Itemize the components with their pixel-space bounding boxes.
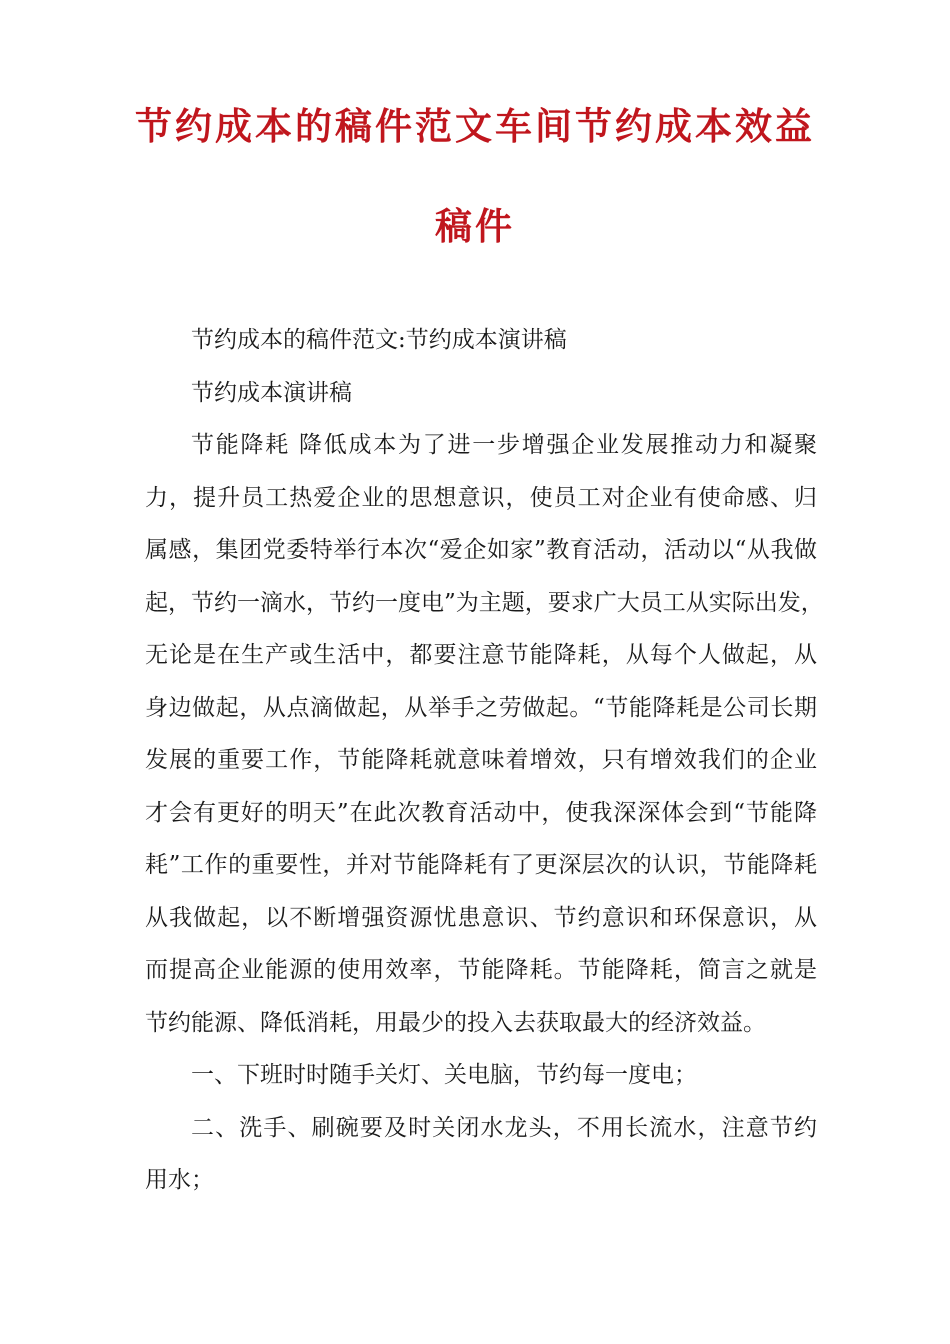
document-body	[145, 314, 824, 1207]
paragraph-line: 耗”工作的重要性，并对节能降耗有了更深层次的认识，节能降耗	[145, 852, 817, 878]
paragraph-line: 从我做起，以不断增强资源忧患意识、节约意识和环保意识，从	[145, 904, 817, 931]
paragraph-line: 才会有更好的明天”在此次教育活动中，使我深深体会到“节能降	[145, 799, 817, 826]
paragraph-line: 二、洗手、刷碗要及时关闭水龙头，不用长流水，注意节约	[191, 1114, 817, 1141]
paragraph-line: 节约能源、降低消耗，用最少的投入去获取最大的经济效益。	[145, 1009, 766, 1036]
list-item-two	[145, 1102, 817, 1207]
paragraph-subtitle: 节约成本的稿件范文:节约成本演讲稿	[191, 327, 567, 353]
paragraph-line: 力，提升员工热爱企业的思想意识，使员工对企业有使命感、归	[145, 484, 817, 511]
document-title-line-1: 节约成本的稿件范文车间节约成本效益	[135, 104, 815, 148]
document-title-line-2: 稿件	[435, 204, 515, 248]
paragraph-main	[145, 419, 824, 1049]
paragraph-speech-heading: 节约成本演讲稿	[191, 379, 352, 406]
paragraph-line: 身边做起，从点滴做起，从举手之劳做起。“节能降耗是公司长期	[145, 694, 817, 721]
paragraph-line: 发展的重要工作，节能降耗就意味着增效，只有增效我们的企业	[145, 747, 817, 773]
paragraph-line: 属感，集团党委特举行本次“爱企如家”教育活动，活动以“从我做	[145, 537, 817, 563]
list-item-one: 一、下班时时随手关灯、关电脑，节约每一度电；	[191, 1062, 697, 1088]
paragraph-line: 而提高企业能源的使用效率，节能降耗。节能降耗，简言之就是	[145, 957, 817, 983]
paragraph-line: 无论是在生产或生活中，都要注意节能降耗，从每个人做起，从	[145, 642, 817, 668]
paragraph-line: 节能降耗 降低成本为了进一步增强企业发展推动力和凝聚	[191, 432, 817, 458]
paragraph-line: 用水；	[145, 1167, 214, 1193]
paragraph-line: 起，节约一滴水，节约一度电”为主题，要求广大员工从实际出发，	[145, 589, 824, 616]
